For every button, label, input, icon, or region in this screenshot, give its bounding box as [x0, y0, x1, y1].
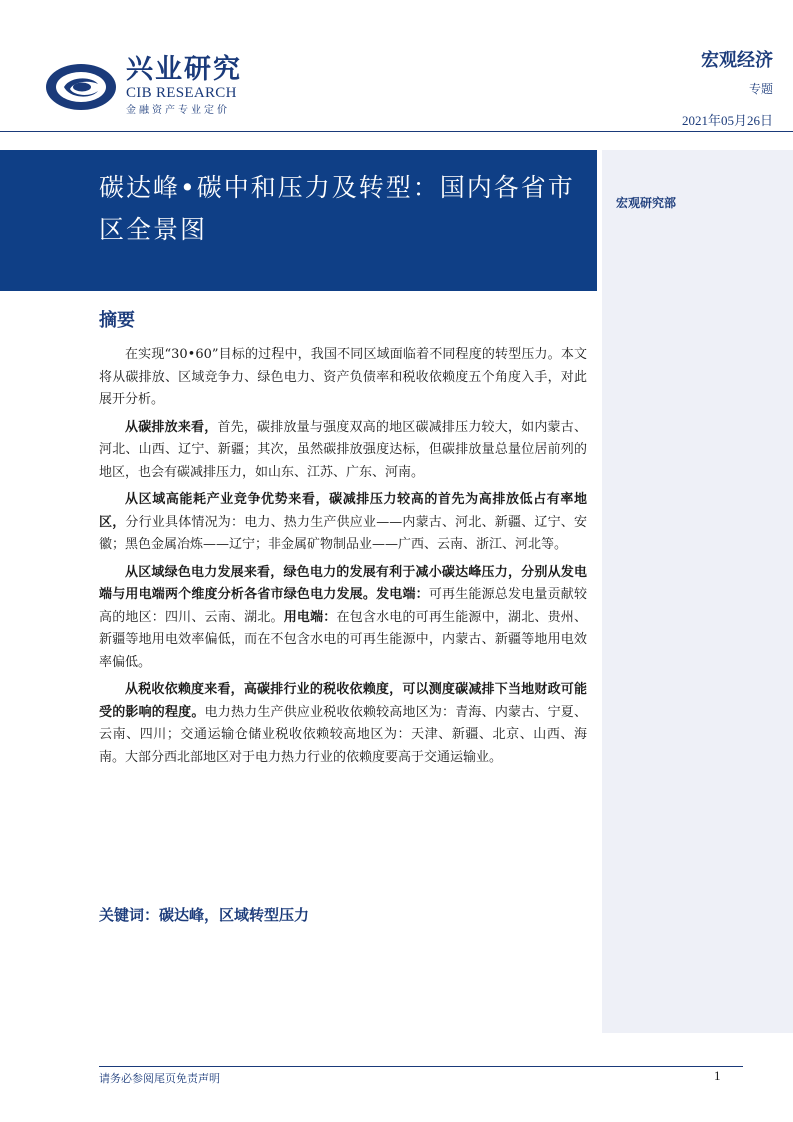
report-category: 宏观经济	[701, 50, 773, 71]
paragraph-text: 可再生能源总发电量贡献较高的地区：四川、云南、湖北。	[99, 587, 587, 625]
paragraph-lead: 从税收依赖度来看，高碳排行业的税收依赖度，可以测度碳减排下当地财政可能受的影响的程度。	[99, 682, 587, 720]
logo-text	[126, 55, 242, 119]
cib-logo-icon	[44, 62, 118, 112]
disclaimer-note: 请务必参阅尾页免责声明	[99, 1072, 220, 1085]
paragraph-text: 分行业具体情况为：电力、热力生产供应业——内蒙古、河北、新疆、辽宁、安徽；黑色金属冶炼——辽宁；非金属矿物制品业——广西、云南、浙江、河北等。	[99, 514, 587, 552]
abstract-paragraph-3	[99, 489, 587, 557]
report-date: 2021年05月26日	[681, 113, 773, 128]
logo-name-cn: 兴业研究	[126, 54, 242, 85]
paragraph-lead: 从区域绿色电力发展来看，绿色电力的发展有利于减小碳达峰压力，分别从发电端与用电端两个维度分析各省市绿色电力发展。发电端：	[99, 564, 587, 602]
keywords: 关键词：碳达峰，区域转型压力	[99, 906, 310, 924]
paragraph-text: 首先，碳排放量与强度双高的地区碳减排压力较大，如内蒙古、河北、山西、辽宁、新疆；其次，虽然碳排放强度达标，但碳排放量总量位居前列的地区，也会有碳减排压力，如山东、江苏、广东、河南。	[99, 419, 587, 480]
abstract-body	[99, 344, 587, 774]
report-title: 碳达峰•碳中和压力及转型：国内各省市区全景图	[99, 173, 575, 244]
paragraph-text: 在实现“30•60”目标的过程中，我国不同区域面临着不同程度的转型压力。本文将从碳排放、区域竞争力、绿色电力、资产负债率和税收依赖度五个角度入手，对此展开分析。	[99, 347, 587, 407]
department-label: 宏观研究部	[616, 196, 677, 210]
footer-divider	[99, 1066, 743, 1067]
logo-name-en: CIB RESEARCH	[126, 85, 237, 101]
paragraph-lead: 从碳排放来看，	[125, 419, 218, 435]
sidebar-panel	[602, 150, 793, 1033]
abstract-paragraph-1	[99, 344, 587, 412]
header-divider	[0, 131, 793, 132]
abstract-paragraph-5	[99, 679, 587, 769]
paragraph-text: 电力热力生产供应业税收依赖较高地区为：青海、内蒙古、宁夏、云南、四川；交通运输仓储业税收依赖较高地区为：天津、新疆、北京、山西、海南。大部分西北部地区对于电力热力行业的依赖度要高于交通运输业。	[99, 704, 587, 765]
logo-tagline: 金融资产专业定价	[126, 105, 230, 116]
paragraph-lead: 用电端：	[283, 609, 337, 625]
report-type: 专题	[748, 82, 773, 96]
page-number: 1	[714, 1068, 721, 1083]
abstract-paragraph-4	[99, 562, 587, 675]
paragraph-lead: 从区域高能耗产业竞争优势来看，碳减排压力较高的首先为高排放低占有率地区，	[99, 492, 587, 530]
abstract-paragraph-2	[99, 417, 587, 485]
abstract-heading: 摘要	[99, 310, 135, 331]
paragraph-text: 在包含水电的可再生能源中，湖北、贵州、新疆等地用电效率偏低，而在不包含水电的可再生能源中，内蒙古、新疆等地用电效率偏低。	[99, 609, 587, 670]
cib-logo	[44, 55, 242, 119]
